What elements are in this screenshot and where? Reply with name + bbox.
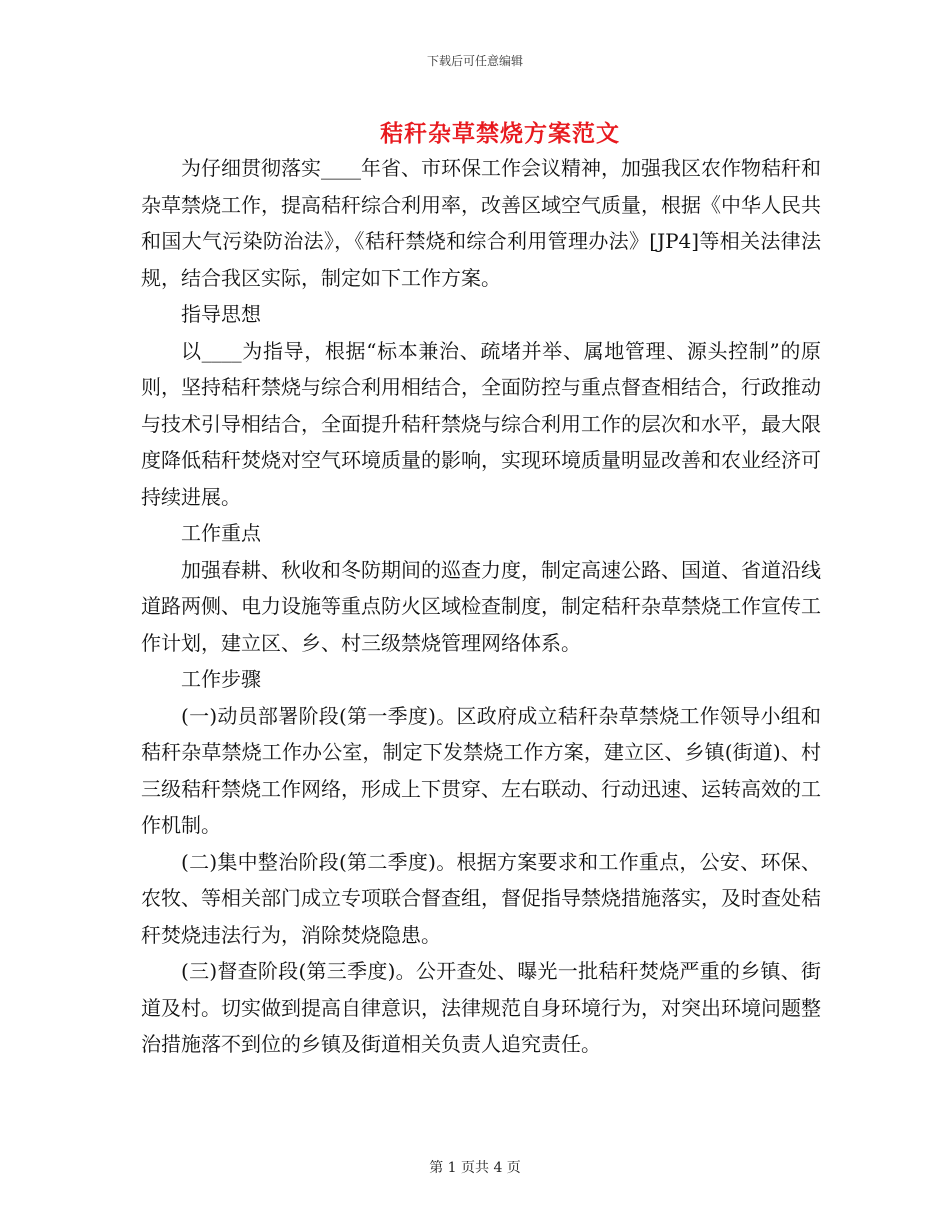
intro-paragraph: 为仔细贯彻落实____年省、市环保工作会议精神，加强我区农作物秸秆和杂草禁烧工作，提高秸秆综合利用率，改善区域空气质量，根据《中华人民共和国大气污染防治法》，《秸秆禁烧和综合利用管理办法》[JP4]等相关法律法规，结合我区实际，制定如下工作方案。 bbox=[141, 156, 821, 290]
work-step-1-paragraph: (一)动员部署阶段(第一季度)。区政府成立秸秆杂草禁烧工作领导小组和秸秆杂草禁烧工作办公室，制定下发禁烧工作方案，建立区、乡镇(街道)、村三级秸秆禁烧工作网络，形成上下贯穿、左右联动、行动迅速、运转高效的工作机制。 bbox=[141, 703, 821, 837]
page-header: 下载后可任意编辑 bbox=[426, 54, 523, 68]
section-heading-work-steps: 工作步骤 bbox=[181, 667, 261, 691]
work-step-3-paragraph: (三)督查阶段(第三季度)。公开查处、曝光一批秸秆焚烧严重的乡镇、街道及村。切实做到提高自律意识，法律规范自身环境行为，对突出环境问题整治措施落不到位的乡镇及街道相关负责人追究责任。 bbox=[141, 959, 821, 1056]
work-focus-paragraph: 加强春耕、秋收和冬防期间的巡查力度，制定高速公路、国道、省道沿线道路两侧、电力设施等重点防火区域检查制度，制定秸秆杂草禁烧工作宣传工作计划，建立区、乡、村三级禁烧管理网络体系。 bbox=[141, 557, 821, 655]
work-step-2-paragraph: (二)集中整治阶段(第二季度)。根据方案要求和工作重点，公安、环保、农牧、等相关部门成立专项联合督查组，督促指导禁烧措施落实，及时查处秸秆焚烧违法行为，消除焚烧隐患。 bbox=[141, 849, 821, 947]
page-footer: 第 1 页共 4 页 bbox=[429, 1160, 521, 1176]
document-body bbox=[141, 150, 821, 1063]
section-heading-work-focus: 工作重点 bbox=[181, 521, 261, 545]
page-title: 秸秆杂草禁烧方案范文 bbox=[380, 120, 620, 147]
guiding-ideology-paragraph: 以____为指导，根据“标本兼治、疏堵并举、属地管理、源头控制”的原则，坚持秸秆禁烧与综合利用相结合，全面防控与重点督查相结合，行政推动与技术引导相结合，全面提升秸秆禁烧与综合利用工作的层次和水平，最大限度降低秸秆焚烧对空气环境质量的影响，实现环境质量明显改善和农业经济可持续进展。 bbox=[141, 338, 821, 509]
section-heading-guiding-ideology: 指导思想 bbox=[181, 302, 261, 326]
